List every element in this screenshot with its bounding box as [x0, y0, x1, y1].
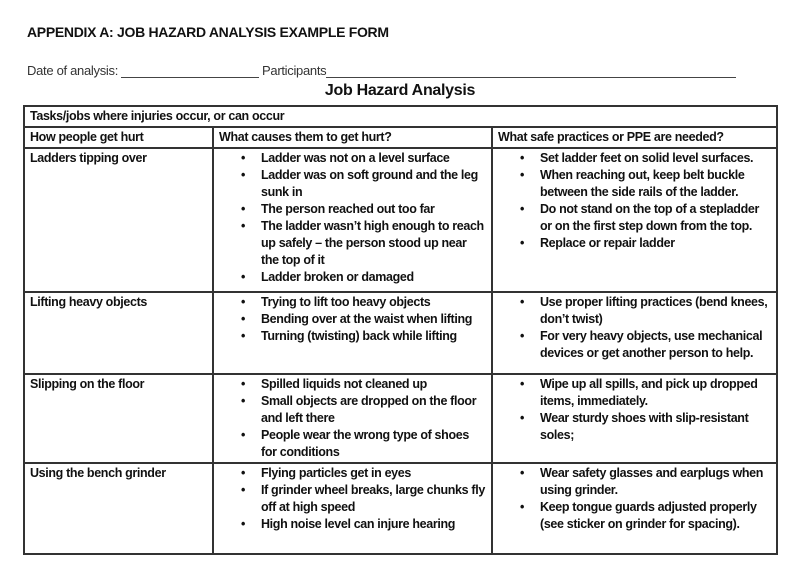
practices-list — [498, 376, 771, 444]
task-cell: Ladders tipping over — [24, 148, 213, 292]
table-title-row — [24, 106, 777, 127]
causes-cell — [213, 292, 492, 374]
causes-cell — [213, 463, 492, 554]
list-item: • Flying particles get in eyes — [219, 465, 486, 482]
list-item: • People wear the wrong type of shoes for conditions — [219, 427, 486, 461]
list-item: • Replace or repair ladder — [498, 235, 771, 252]
table-title-cell: Tasks/jobs where injuries occur, or can occur — [24, 106, 777, 127]
practices-list — [498, 465, 771, 533]
list-item: • Turning (twisting) back while lifting — [219, 328, 486, 345]
list-item: • When reaching out, keep belt buckle between the side rails of the ladder. — [498, 167, 771, 201]
table-row — [24, 148, 777, 292]
practices-cell — [492, 374, 777, 463]
list-item: • Ladder was on soft ground and the leg sunk in — [219, 167, 486, 201]
causes-list — [219, 150, 486, 286]
list-item: • Wipe up all spills, and pick up dropped items, immediately. — [498, 376, 771, 410]
header-how-hurt: How people get hurt — [24, 127, 213, 148]
practices-list — [498, 150, 771, 252]
task-cell: Slipping on the floor — [24, 374, 213, 463]
list-item: • The person reached out too far — [219, 201, 486, 218]
document-title: Job Hazard Analysis — [324, 82, 476, 99]
task-cell: Using the bench grinder — [24, 463, 213, 554]
table-header-row — [24, 127, 777, 148]
list-item: • High noise level can injure hearing — [219, 516, 486, 533]
causes-list — [219, 465, 486, 533]
list-item: • Wear safety glasses and earplugs when using grinder. — [498, 465, 771, 499]
header-practices: What safe practices or PPE are needed? — [492, 127, 777, 148]
table-row — [24, 374, 777, 463]
date-field[interactable] — [121, 65, 259, 78]
list-item: • Do not stand on the top of a stepladder or on the first step down from the top. — [498, 201, 771, 235]
practices-list — [498, 294, 771, 362]
jha-table — [23, 105, 778, 555]
list-item: • If grinder wheel breaks, large chunks fly off at high speed — [219, 482, 486, 516]
list-item: • Keep tongue guards adjusted properly (see sticker on grinder for spacing). — [498, 499, 771, 533]
form-meta — [27, 63, 739, 78]
causes-list — [219, 376, 486, 461]
list-item: • Bending over at the waist when lifting — [219, 311, 486, 328]
practices-cell — [492, 463, 777, 554]
date-label: Date of analysis: — [27, 63, 119, 78]
appendix-title: APPENDIX A: JOB HAZARD ANALYSIS EXAMPLE FORM — [27, 24, 389, 40]
causes-cell — [213, 374, 492, 463]
list-item: • Wear sturdy shoes with slip-resistant soles; — [498, 410, 771, 444]
table-row — [24, 292, 777, 374]
list-item: • Spilled liquids not cleaned up — [219, 376, 486, 393]
list-item: • Use proper lifting practices (bend knees, don’t twist) — [498, 294, 771, 328]
list-item: • Trying to lift too heavy objects — [219, 294, 486, 311]
participants-field[interactable] — [326, 65, 736, 78]
practices-cell — [492, 292, 777, 374]
list-item: • For very heavy objects, use mechanical devices or get another person to help. — [498, 328, 771, 362]
participants-label: Participants — [262, 63, 327, 78]
practices-cell — [492, 148, 777, 292]
task-cell: Lifting heavy objects — [24, 292, 213, 374]
table-row — [24, 463, 777, 554]
list-item: • Ladder broken or damaged — [219, 269, 486, 286]
list-item: • Ladder was not on a level surface — [219, 150, 486, 167]
causes-list — [219, 294, 486, 345]
header-causes: What causes them to get hurt? — [213, 127, 492, 148]
list-item: • The ladder wasn’t high enough to reach up safely – the person stood up near the top of it — [219, 218, 486, 269]
list-item: • Set ladder feet on solid level surfaces. — [498, 150, 771, 167]
list-item: • Small objects are dropped on the floor and left there — [219, 393, 486, 427]
causes-cell — [213, 148, 492, 292]
